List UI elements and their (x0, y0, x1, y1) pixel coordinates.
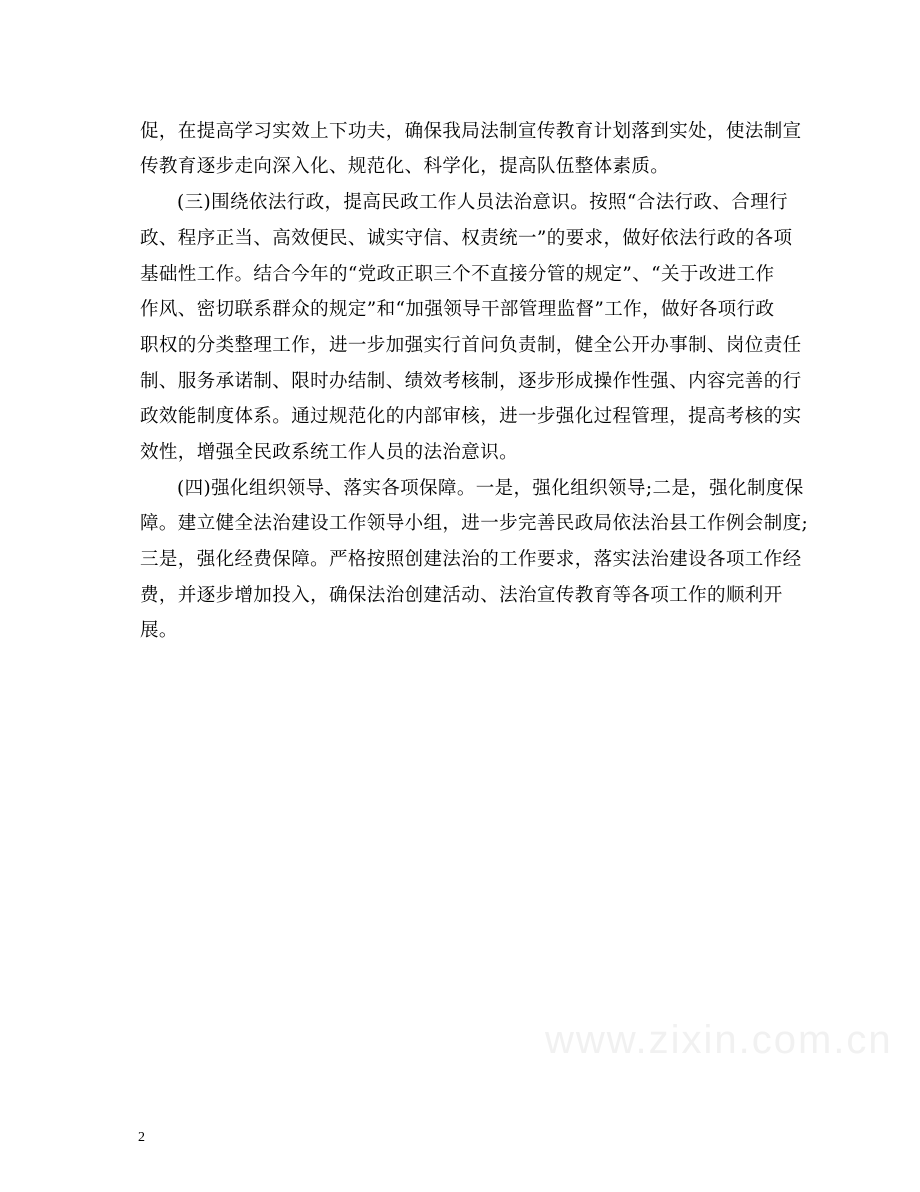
paragraph-line: (四)强化组织领导、落实各项保障。一是，强化组织领导;二是，强化制度保 (177, 478, 804, 499)
paragraph-line: (三)围绕依法行政，提高民政工作人员法治意识。按照“合法行政、合理行 (177, 192, 788, 213)
paragraph-line: 障。建立健全法治建设工作领导小组，进一步完善民政局依法治县工作例会制度; (140, 513, 809, 534)
paragraph-line: 展。 (140, 620, 178, 641)
paragraph-line: 职权的分类整理工作，进一步加强实行首问负责制，健全公开办事制、岗位责任 (140, 335, 802, 356)
paragraph-line: 政效能制度体系。通过规范化的内部审核，进一步强化过程管理，提高考核的实 (140, 406, 802, 427)
watermark: www.zixin.com.cn (545, 1018, 893, 1062)
paragraph-line: 作风、密切联系群众的规定”和“加强领导干部管理监督”工作，做好各项行政 (140, 299, 775, 320)
paragraph-line: 效性，增强全民政系统工作人员的法治意识。 (140, 442, 519, 463)
paragraph-line: 促，在提高学习实效上下功夫，确保我局法制宣传教育计划落到实处，使法制宣 (140, 121, 802, 142)
paragraph-line: 制、服务承诺制、限时办结制、绩效考核制，逐步形成操作性强、内容完善的行 (140, 371, 802, 392)
paragraph-line: 费，并逐步增加投入，确保法治创建活动、法治宣传教育等各项工作的顺利开 (140, 585, 783, 606)
paragraph-line: 政、程序正当、高效便民、诚实守信、权责统一”的要求，做好依法行政的各项 (140, 228, 793, 249)
paragraph-line: 传教育逐步走向深入化、规范化、科学化，提高队伍整体素质。 (140, 156, 670, 177)
page-number: 2 (138, 1130, 145, 1145)
paragraph-line: 基础性工作。结合今年的“党政正职三个不直接分管的规定”、“关于改进工作 (140, 264, 775, 285)
paragraph-line: 三是，强化经费保障。严格按照创建法治的工作要求，落实法治建设各项工作经 (140, 549, 802, 570)
